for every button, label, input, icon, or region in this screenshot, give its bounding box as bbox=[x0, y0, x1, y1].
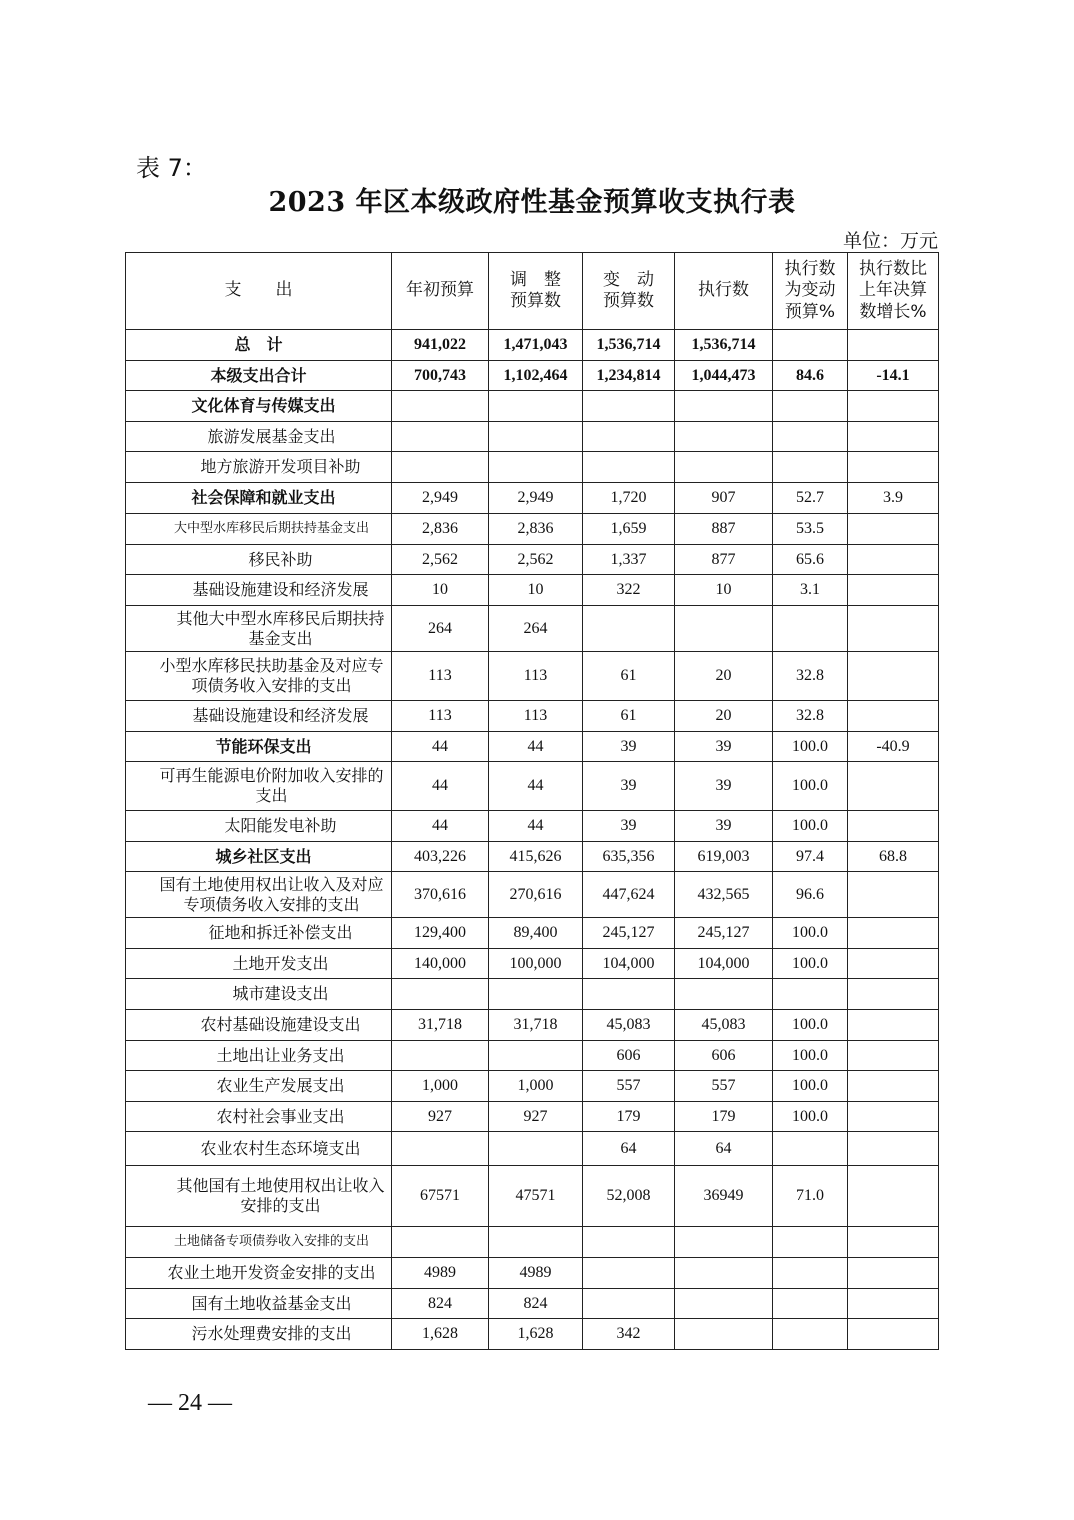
cell-adjusted: 31,718 bbox=[489, 1010, 583, 1041]
cell-exec-pct: 84.6 bbox=[773, 361, 848, 391]
cell-changed bbox=[583, 452, 675, 483]
cell-executed: 20 bbox=[675, 701, 773, 732]
cell-initial bbox=[392, 1132, 489, 1166]
cell-changed: 447,624 bbox=[583, 872, 675, 918]
table-row bbox=[126, 1132, 939, 1166]
cell-changed: 606 bbox=[583, 1041, 675, 1071]
cell-adjusted: 113 bbox=[489, 701, 583, 732]
cell-adjusted bbox=[489, 1132, 583, 1166]
cell-initial bbox=[392, 452, 489, 483]
cell-exec-pct bbox=[773, 422, 848, 452]
header-executed: 执行数 bbox=[675, 253, 773, 330]
cell-initial: 113 bbox=[392, 652, 489, 701]
cell-executed: 887 bbox=[675, 514, 773, 545]
cell-growth bbox=[848, 1289, 939, 1319]
cell-initial: 67571 bbox=[392, 1166, 489, 1227]
row-label: 总 计 bbox=[126, 330, 392, 361]
cell-initial: 824 bbox=[392, 1289, 489, 1319]
cell-executed: 1,536,714 bbox=[675, 330, 773, 361]
cell-adjusted: 264 bbox=[489, 606, 583, 652]
row-label: 土地开发支出 bbox=[126, 949, 392, 979]
cell-executed: 619,003 bbox=[675, 842, 773, 872]
table-row bbox=[126, 575, 939, 606]
cell-growth bbox=[848, 391, 939, 422]
row-label: 其他大中型水库移民后期扶持基金支出 bbox=[126, 606, 392, 652]
cell-exec-pct: 52.7 bbox=[773, 483, 848, 514]
cell-changed: 64 bbox=[583, 1132, 675, 1166]
cell-exec-pct: 3.1 bbox=[773, 575, 848, 606]
cell-executed: 36949 bbox=[675, 1166, 773, 1227]
table-row bbox=[126, 762, 939, 811]
table-row bbox=[126, 979, 939, 1010]
cell-executed bbox=[675, 606, 773, 652]
cell-changed: 1,234,814 bbox=[583, 361, 675, 391]
cell-growth bbox=[848, 1258, 939, 1289]
cell-changed: 1,536,714 bbox=[583, 330, 675, 361]
cell-executed: 39 bbox=[675, 762, 773, 811]
cell-initial bbox=[392, 979, 489, 1010]
header-item: 支 出 bbox=[126, 253, 392, 330]
row-label: 基础设施建设和经济发展 bbox=[126, 575, 392, 606]
cell-executed: 39 bbox=[675, 811, 773, 842]
cell-initial bbox=[392, 391, 489, 422]
header-growth: 执行数比 上年决算 数增长% bbox=[848, 253, 939, 330]
cell-changed: 61 bbox=[583, 701, 675, 732]
table-row bbox=[126, 701, 939, 732]
row-label: 移民补助 bbox=[126, 545, 392, 575]
table-row bbox=[126, 391, 939, 422]
cell-growth bbox=[848, 949, 939, 979]
cell-executed: 245,127 bbox=[675, 918, 773, 949]
cell-executed bbox=[675, 979, 773, 1010]
cell-growth bbox=[848, 811, 939, 842]
row-label: 大中型水库移民后期扶持基金支出 bbox=[126, 514, 392, 545]
cell-executed bbox=[675, 1289, 773, 1319]
cell-executed: 432,565 bbox=[675, 872, 773, 918]
header-initial-budget: 年初预算 bbox=[392, 253, 489, 330]
cell-growth bbox=[848, 979, 939, 1010]
cell-changed: 179 bbox=[583, 1102, 675, 1132]
unit-label: 单位：万元 bbox=[842, 230, 938, 252]
table-row bbox=[126, 1258, 939, 1289]
cell-initial: 2,562 bbox=[392, 545, 489, 575]
row-label: 农业生产发展支出 bbox=[126, 1071, 392, 1102]
cell-executed bbox=[675, 391, 773, 422]
cell-exec-pct: 100.0 bbox=[773, 762, 848, 811]
page-number: — 24 — bbox=[148, 1390, 232, 1416]
cell-growth bbox=[848, 1166, 939, 1227]
budget-table bbox=[125, 252, 939, 1350]
cell-adjusted: 415,626 bbox=[489, 842, 583, 872]
cell-executed: 10 bbox=[675, 575, 773, 606]
row-label: 土地出让业务支出 bbox=[126, 1041, 392, 1071]
cell-growth bbox=[848, 575, 939, 606]
row-label: 污水处理费安排的支出 bbox=[126, 1319, 392, 1350]
table-row bbox=[126, 545, 939, 575]
cell-initial: 44 bbox=[392, 762, 489, 811]
cell-changed: 104,000 bbox=[583, 949, 675, 979]
cell-adjusted: 824 bbox=[489, 1289, 583, 1319]
row-label: 城乡社区支出 bbox=[126, 842, 392, 872]
cell-adjusted bbox=[489, 422, 583, 452]
cell-initial: 370,616 bbox=[392, 872, 489, 918]
cell-exec-pct: 53.5 bbox=[773, 514, 848, 545]
cell-growth bbox=[848, 1041, 939, 1071]
cell-changed: 322 bbox=[583, 575, 675, 606]
table-row bbox=[126, 422, 939, 452]
table-row bbox=[126, 1010, 939, 1041]
cell-adjusted: 47571 bbox=[489, 1166, 583, 1227]
cell-initial: 403,226 bbox=[392, 842, 489, 872]
cell-adjusted: 44 bbox=[489, 732, 583, 762]
cell-executed: 179 bbox=[675, 1102, 773, 1132]
row-label: 土地储备专项债券收入安排的支出 bbox=[126, 1227, 392, 1258]
cell-growth: 3.9 bbox=[848, 483, 939, 514]
cell-exec-pct: 100.0 bbox=[773, 732, 848, 762]
row-label: 征地和拆迁补偿支出 bbox=[126, 918, 392, 949]
cell-initial: 927 bbox=[392, 1102, 489, 1132]
row-label: 其他国有土地使用权出让收入安排的支出 bbox=[126, 1166, 392, 1227]
cell-initial: 1,628 bbox=[392, 1319, 489, 1350]
row-label: 农村社会事业支出 bbox=[126, 1102, 392, 1132]
cell-changed: 39 bbox=[583, 762, 675, 811]
table-row bbox=[126, 1071, 939, 1102]
cell-initial: 31,718 bbox=[392, 1010, 489, 1041]
cell-adjusted: 2,836 bbox=[489, 514, 583, 545]
page-title: 2023 年区本级政府性基金预算收支执行表 bbox=[268, 187, 796, 218]
cell-adjusted: 2,562 bbox=[489, 545, 583, 575]
cell-executed bbox=[675, 422, 773, 452]
cell-changed: 52,008 bbox=[583, 1166, 675, 1227]
cell-adjusted: 927 bbox=[489, 1102, 583, 1132]
cell-initial: 44 bbox=[392, 811, 489, 842]
cell-changed: 635,356 bbox=[583, 842, 675, 872]
cell-exec-pct bbox=[773, 1258, 848, 1289]
row-label: 可再生能源电价附加收入安排的支出 bbox=[126, 762, 392, 811]
cell-executed bbox=[675, 1258, 773, 1289]
row-label: 节能环保支出 bbox=[126, 732, 392, 762]
cell-executed: 877 bbox=[675, 545, 773, 575]
cell-changed bbox=[583, 391, 675, 422]
cell-growth: -14.1 bbox=[848, 361, 939, 391]
cell-adjusted: 270,616 bbox=[489, 872, 583, 918]
cell-executed bbox=[675, 1319, 773, 1350]
cell-growth bbox=[848, 545, 939, 575]
cell-changed: 1,720 bbox=[583, 483, 675, 514]
cell-initial bbox=[392, 422, 489, 452]
header-adjusted-budget: 调 整 预算数 bbox=[489, 253, 583, 330]
cell-changed: 342 bbox=[583, 1319, 675, 1350]
cell-growth bbox=[848, 514, 939, 545]
cell-growth bbox=[848, 918, 939, 949]
cell-changed: 45,083 bbox=[583, 1010, 675, 1041]
table-body bbox=[126, 330, 939, 1350]
table-row bbox=[126, 1227, 939, 1258]
cell-executed: 104,000 bbox=[675, 949, 773, 979]
cell-initial: 2,949 bbox=[392, 483, 489, 514]
cell-growth bbox=[848, 1227, 939, 1258]
cell-adjusted: 44 bbox=[489, 811, 583, 842]
cell-executed: 64 bbox=[675, 1132, 773, 1166]
cell-adjusted: 1,471,043 bbox=[489, 330, 583, 361]
cell-exec-pct bbox=[773, 452, 848, 483]
cell-adjusted bbox=[489, 1041, 583, 1071]
table-label: 表 7： bbox=[136, 154, 207, 182]
cell-adjusted bbox=[489, 452, 583, 483]
cell-exec-pct: 100.0 bbox=[773, 811, 848, 842]
cell-initial: 4989 bbox=[392, 1258, 489, 1289]
cell-growth: -40.9 bbox=[848, 732, 939, 762]
cell-exec-pct: 100.0 bbox=[773, 1102, 848, 1132]
cell-initial: 700,743 bbox=[392, 361, 489, 391]
cell-growth bbox=[848, 1010, 939, 1041]
cell-adjusted bbox=[489, 391, 583, 422]
row-label: 国有土地收益基金支出 bbox=[126, 1289, 392, 1319]
row-label: 基础设施建设和经济发展 bbox=[126, 701, 392, 732]
cell-exec-pct: 97.4 bbox=[773, 842, 848, 872]
table-row bbox=[126, 732, 939, 762]
cell-adjusted: 10 bbox=[489, 575, 583, 606]
cell-initial: 264 bbox=[392, 606, 489, 652]
row-label: 文化体育与传媒支出 bbox=[126, 391, 392, 422]
cell-changed bbox=[583, 1227, 675, 1258]
cell-exec-pct bbox=[773, 606, 848, 652]
table-row bbox=[126, 361, 939, 391]
header-changed-budget: 变 动 预算数 bbox=[583, 253, 675, 330]
cell-exec-pct: 65.6 bbox=[773, 545, 848, 575]
table-row bbox=[126, 842, 939, 872]
table-row bbox=[126, 1319, 939, 1350]
cell-growth bbox=[848, 872, 939, 918]
table-row bbox=[126, 918, 939, 949]
cell-growth: 68.8 bbox=[848, 842, 939, 872]
cell-changed bbox=[583, 606, 675, 652]
cell-executed bbox=[675, 452, 773, 483]
cell-exec-pct bbox=[773, 391, 848, 422]
cell-adjusted: 4989 bbox=[489, 1258, 583, 1289]
cell-growth bbox=[848, 330, 939, 361]
table-row bbox=[126, 330, 939, 361]
table-row bbox=[126, 452, 939, 483]
cell-executed: 45,083 bbox=[675, 1010, 773, 1041]
row-label: 城市建设支出 bbox=[126, 979, 392, 1010]
row-label: 农村基础设施建设支出 bbox=[126, 1010, 392, 1041]
cell-initial: 129,400 bbox=[392, 918, 489, 949]
cell-changed bbox=[583, 422, 675, 452]
cell-growth bbox=[848, 422, 939, 452]
cell-executed: 1,044,473 bbox=[675, 361, 773, 391]
row-label: 农业土地开发资金安排的支出 bbox=[126, 1258, 392, 1289]
cell-executed: 20 bbox=[675, 652, 773, 701]
cell-exec-pct bbox=[773, 1227, 848, 1258]
cell-changed bbox=[583, 1289, 675, 1319]
cell-executed bbox=[675, 1227, 773, 1258]
cell-changed: 557 bbox=[583, 1071, 675, 1102]
cell-exec-pct bbox=[773, 1319, 848, 1350]
cell-exec-pct: 100.0 bbox=[773, 1071, 848, 1102]
cell-adjusted bbox=[489, 979, 583, 1010]
cell-exec-pct: 100.0 bbox=[773, 949, 848, 979]
cell-initial bbox=[392, 1227, 489, 1258]
cell-exec-pct: 32.8 bbox=[773, 652, 848, 701]
cell-executed: 39 bbox=[675, 732, 773, 762]
row-label: 小型水库移民扶助基金及对应专项债务收入安排的支出 bbox=[126, 652, 392, 701]
cell-exec-pct: 100.0 bbox=[773, 918, 848, 949]
cell-adjusted bbox=[489, 1227, 583, 1258]
cell-changed: 39 bbox=[583, 732, 675, 762]
cell-exec-pct: 32.8 bbox=[773, 701, 848, 732]
cell-initial: 44 bbox=[392, 732, 489, 762]
table-row bbox=[126, 1041, 939, 1071]
cell-exec-pct: 100.0 bbox=[773, 1010, 848, 1041]
table-row bbox=[126, 1102, 939, 1132]
table-row bbox=[126, 1166, 939, 1227]
cell-initial bbox=[392, 1041, 489, 1071]
cell-changed: 245,127 bbox=[583, 918, 675, 949]
cell-changed: 1,659 bbox=[583, 514, 675, 545]
cell-growth bbox=[848, 1071, 939, 1102]
cell-adjusted: 2,949 bbox=[489, 483, 583, 514]
cell-initial: 1,000 bbox=[392, 1071, 489, 1102]
cell-growth bbox=[848, 762, 939, 811]
row-label: 太阳能发电补助 bbox=[126, 811, 392, 842]
cell-growth bbox=[848, 1102, 939, 1132]
cell-growth bbox=[848, 452, 939, 483]
cell-exec-pct bbox=[773, 330, 848, 361]
cell-growth bbox=[848, 606, 939, 652]
header-row bbox=[126, 253, 939, 330]
table-row bbox=[126, 872, 939, 918]
header-exec-pct: 执行数 为变动 预算% bbox=[773, 253, 848, 330]
table-row bbox=[126, 606, 939, 652]
cell-exec-pct bbox=[773, 1132, 848, 1166]
row-label: 社会保障和就业支出 bbox=[126, 483, 392, 514]
cell-changed: 61 bbox=[583, 652, 675, 701]
table-row bbox=[126, 811, 939, 842]
cell-initial: 113 bbox=[392, 701, 489, 732]
row-label: 地方旅游开发项目补助 bbox=[126, 452, 392, 483]
row-label: 国有土地使用权出让收入及对应专项债务收入安排的支出 bbox=[126, 872, 392, 918]
table-row bbox=[126, 1289, 939, 1319]
cell-exec-pct: 100.0 bbox=[773, 1041, 848, 1071]
cell-initial: 10 bbox=[392, 575, 489, 606]
cell-adjusted: 100,000 bbox=[489, 949, 583, 979]
cell-adjusted: 89,400 bbox=[489, 918, 583, 949]
cell-adjusted: 1,102,464 bbox=[489, 361, 583, 391]
cell-growth bbox=[848, 1132, 939, 1166]
row-label: 农业农村生态环境支出 bbox=[126, 1132, 392, 1166]
cell-changed: 1,337 bbox=[583, 545, 675, 575]
cell-exec-pct bbox=[773, 979, 848, 1010]
cell-adjusted: 1,628 bbox=[489, 1319, 583, 1350]
cell-growth bbox=[848, 652, 939, 701]
cell-executed: 557 bbox=[675, 1071, 773, 1102]
row-label: 本级支出合计 bbox=[126, 361, 392, 391]
cell-exec-pct: 96.6 bbox=[773, 872, 848, 918]
table-row bbox=[126, 949, 939, 979]
cell-executed: 907 bbox=[675, 483, 773, 514]
cell-exec-pct: 71.0 bbox=[773, 1166, 848, 1227]
cell-exec-pct bbox=[773, 1289, 848, 1319]
cell-adjusted: 44 bbox=[489, 762, 583, 811]
cell-growth bbox=[848, 701, 939, 732]
cell-adjusted: 1,000 bbox=[489, 1071, 583, 1102]
cell-executed: 606 bbox=[675, 1041, 773, 1071]
cell-changed bbox=[583, 1258, 675, 1289]
cell-initial: 140,000 bbox=[392, 949, 489, 979]
cell-growth bbox=[848, 1319, 939, 1350]
table-row bbox=[126, 483, 939, 514]
cell-initial: 2,836 bbox=[392, 514, 489, 545]
cell-adjusted: 113 bbox=[489, 652, 583, 701]
table-row bbox=[126, 514, 939, 545]
table-row bbox=[126, 652, 939, 701]
cell-initial: 941,022 bbox=[392, 330, 489, 361]
cell-changed: 39 bbox=[583, 811, 675, 842]
cell-changed bbox=[583, 979, 675, 1010]
row-label: 旅游发展基金支出 bbox=[126, 422, 392, 452]
